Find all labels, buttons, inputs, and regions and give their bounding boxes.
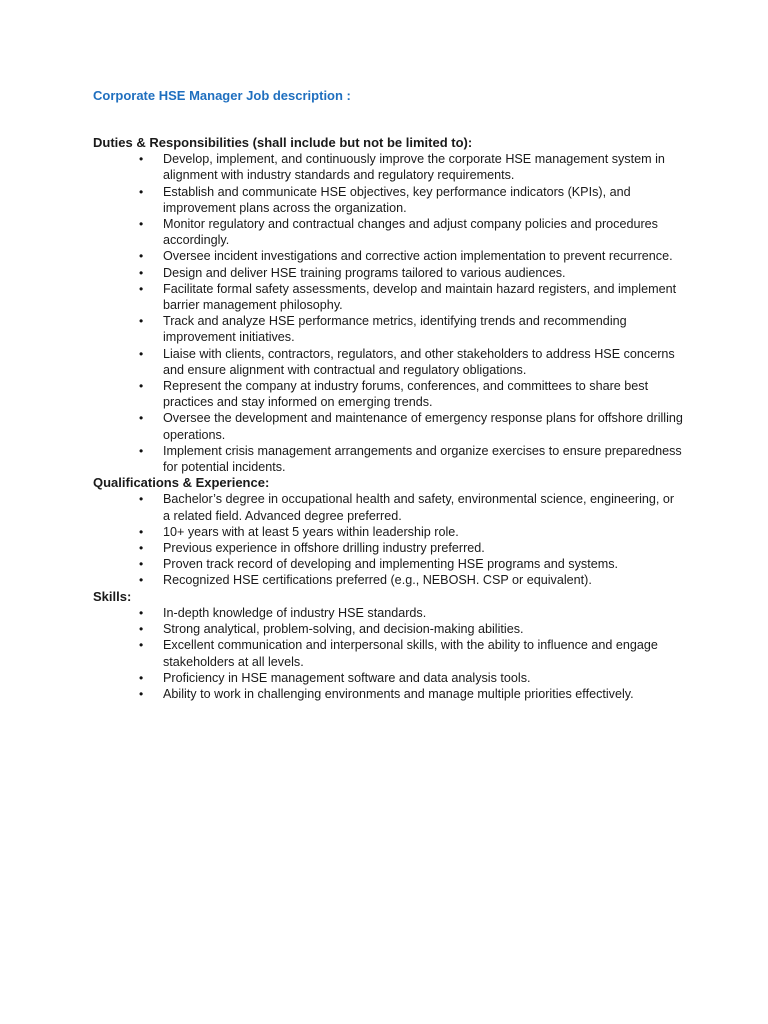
list-item: • Bachelor’s degree in occupational health and safety, environmental science, engineering, or a related field. Advanced degree preferred. [163,491,683,523]
document-title: Corporate HSE Manager Job description : [93,88,351,103]
section-heading-skills: Skills: [93,588,132,604]
list-item: • 10+ years with at least 5 years within leadership role. [163,524,683,540]
list-item: • Proven track record of developing and implementing HSE programs and systems. [163,556,683,572]
list-item: • Track and analyze HSE performance metrics, identifying trends and recommending improvement initiatives. [163,313,683,345]
list-item: • Proficiency in HSE management software and data analysis tools. [163,670,683,686]
section-heading-qualifications: Qualifications & Experience: [93,475,270,491]
list-item: • Strong analytical, problem-solving, and decision-making abilities. [163,621,683,637]
section-skills [93,589,683,702]
section-heading-duties: Duties & Responsibilities (shall include but not be limited to): [93,135,473,150]
list-item: • Establish and communicate HSE objectives, key performance indicators (KPIs), and improvement plans across the organization. [163,184,683,216]
list-item: • Liaise with clients, contractors, regulators, and other stakeholders to address HSE concerns and ensure alignment with contractual and regulatory obligations. [163,346,683,378]
list-item: • Design and deliver HSE training programs tailored to various audiences. [163,265,683,281]
qualifications-list [93,491,683,588]
document-page [93,87,683,702]
list-item: • Previous experience in offshore drilling industry preferred. [163,540,683,556]
list-item: • Recognized HSE certifications preferred (e.g., NEBOSH. CSP or equivalent). [163,572,683,588]
duties-list [93,151,683,475]
list-item: • Oversee the development and maintenance of emergency response plans for offshore drilling operations. [163,410,683,442]
list-item: • Oversee incident investigations and corrective action implementation to prevent recurrence. [163,248,683,264]
list-item: • Represent the company at industry forums, conferences, and committees to share best practices and stay informed on emerging trends. [163,378,683,410]
list-item: • Develop, implement, and continuously improve the corporate HSE management system in alignment with industry standards and regulatory requirements. [163,151,683,183]
skills-list [93,605,683,702]
section-duties [93,135,683,475]
list-item: • Facilitate formal safety assessments, develop and maintain hazard registers, and implement barrier management philosophy. [163,281,683,313]
section-qualifications [93,475,683,588]
list-item: • In-depth knowledge of industry HSE standards. [163,605,683,621]
list-item: • Excellent communication and interpersonal skills, with the ability to influence and engage stakeholders at all levels. [163,637,683,669]
list-item: • Implement crisis management arrangements and organize exercises to ensure preparedness for potential incidents. [163,443,683,475]
list-item: • Ability to work in challenging environments and manage multiple priorities effectively. [163,686,683,702]
list-item: • Monitor regulatory and contractual changes and adjust company policies and procedures accordingly. [163,216,683,248]
